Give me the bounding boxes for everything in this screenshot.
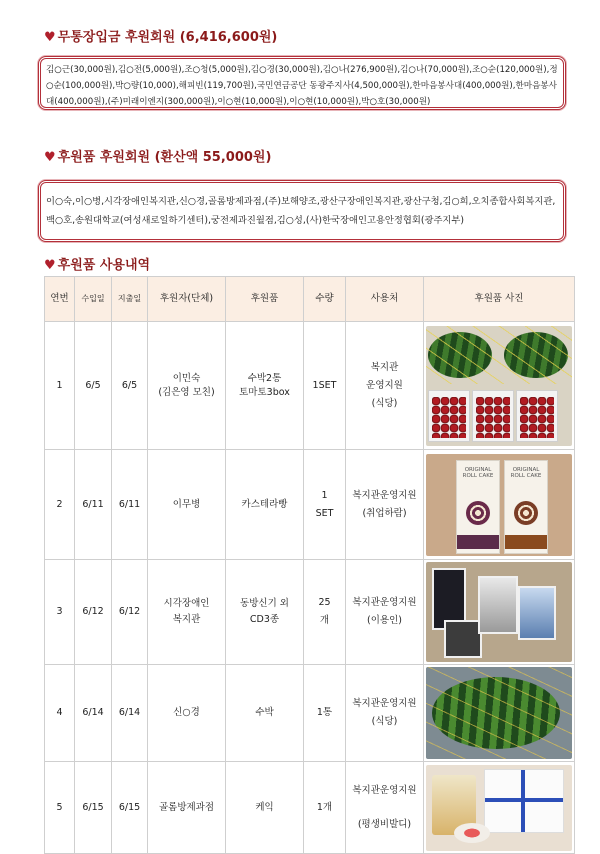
usage-table bbox=[44, 276, 575, 854]
cell-no: 1 bbox=[45, 322, 75, 450]
cell-income-date: 6/5 bbox=[75, 322, 112, 450]
table-row bbox=[45, 762, 575, 854]
cell-expense-date: 6/11 bbox=[112, 450, 148, 560]
cell-photo bbox=[424, 762, 575, 854]
header-qty: 수량 bbox=[304, 277, 346, 322]
section-title-goods-donors: ♥ 후원품 후원회원 (환산액 55,000원) bbox=[44, 150, 272, 165]
cell-income-date: 6/12 bbox=[75, 560, 112, 665]
cell-qty: 25 개 bbox=[304, 560, 346, 665]
header-no: 연번 bbox=[45, 277, 75, 322]
bank-donor-list: 김○근(30,000원),김○전(5,000원),조○청(5,000원),김○경(30,000원),김○나(276,900원),김○나(70,000원),조○순(120,000원),정○순(100,000원),박○량(10,000),해피빈(119,700원),국민연금공단 동광주지사(4,500,000원),한마음봉사대(400,000원),한마음봉사대(400,000원),(주)미래이엔지(300,000원),이○현(10,000원),이○현(10,000원),박○호(30,000원) bbox=[46, 65, 558, 107]
header-usage: 사용처 bbox=[346, 277, 424, 322]
cd-albums-photo bbox=[426, 562, 572, 662]
cell-photo bbox=[424, 560, 575, 665]
table-row bbox=[45, 450, 575, 560]
cell-no: 4 bbox=[45, 665, 75, 762]
cell-qty: 1SET bbox=[304, 322, 346, 450]
cell-no: 5 bbox=[45, 762, 75, 854]
header-income-date: 수입일 bbox=[75, 277, 112, 322]
cell-expense-date: 6/12 bbox=[112, 560, 148, 665]
photo-label: ORIGINAL ROLL CAKE bbox=[510, 466, 542, 479]
cell-usage: 복지관운영지원 (평생비발디) bbox=[346, 762, 424, 854]
table-row bbox=[45, 665, 575, 762]
cake-box-photo bbox=[426, 765, 572, 851]
watermelon-tomato-photo bbox=[426, 326, 572, 446]
cell-no: 3 bbox=[45, 560, 75, 665]
heart-icon: ♥ bbox=[44, 150, 56, 165]
cell-donor: 골롬방제과점 bbox=[148, 762, 226, 854]
cell-qty: 1통 bbox=[304, 665, 346, 762]
table-row bbox=[45, 322, 575, 450]
cell-item: 수박2통 토마토3box bbox=[226, 322, 304, 450]
table-header-row bbox=[45, 277, 575, 322]
header-expense-date: 지출일 bbox=[112, 277, 148, 322]
cell-expense-date: 6/14 bbox=[112, 665, 148, 762]
roll-cake-photo bbox=[426, 454, 572, 556]
cell-no: 2 bbox=[45, 450, 75, 560]
cell-expense-date: 6/5 bbox=[112, 322, 148, 450]
heart-icon: ♥ bbox=[44, 258, 56, 273]
cell-income-date: 6/11 bbox=[75, 450, 112, 560]
cell-item: 수박 bbox=[226, 665, 304, 762]
cell-qty: 1 SET bbox=[304, 450, 346, 560]
table-row bbox=[45, 560, 575, 665]
cell-usage: 복지관운영지원 (취업하람) bbox=[346, 450, 424, 560]
goods-donor-list: 이○숙,이○병,시각장애인복지관,신○경,골롬방제과점,(주)보해양조,광산구장애인복지관,광산구청,김○희,오치종합사회복지관,백○호,송원대학교(여성새로일하기센터),궁전제과진월점,김○성,(사)한국장애인고용안정협회(광주지부) bbox=[46, 196, 556, 226]
cell-photo bbox=[424, 665, 575, 762]
cell-donor: 이무병 bbox=[148, 450, 226, 560]
header-donor: 후원자(단체) bbox=[148, 277, 226, 322]
cell-qty: 1개 bbox=[304, 762, 346, 854]
cell-expense-date: 6/15 bbox=[112, 762, 148, 854]
cell-item: 카스테라빵 bbox=[226, 450, 304, 560]
cell-photo bbox=[424, 322, 575, 450]
cell-donor: 시각장애인 복지관 bbox=[148, 560, 226, 665]
cell-usage: 복지관 운영지원 (식당) bbox=[346, 322, 424, 450]
cell-photo bbox=[424, 450, 575, 560]
cell-item: 동방신기 외 CD3종 bbox=[226, 560, 304, 665]
cell-donor: 이민숙 (김은영 모친) bbox=[148, 322, 226, 450]
bank-donor-list-box bbox=[38, 56, 566, 110]
heart-icon: ♥ bbox=[44, 30, 56, 45]
section-title-bank-donors: ♥ 무통장입금 후원회원 (6,416,600원) bbox=[44, 30, 278, 45]
cell-income-date: 6/14 bbox=[75, 665, 112, 762]
cell-income-date: 6/15 bbox=[75, 762, 112, 854]
cell-usage: 복지관운영지원 (식당) bbox=[346, 665, 424, 762]
watermelon-photo bbox=[426, 667, 572, 759]
goods-donor-list-box bbox=[38, 180, 566, 242]
cell-usage: 복지관운영지원 (이용인) bbox=[346, 560, 424, 665]
cell-item: 케익 bbox=[226, 762, 304, 854]
section-title-goods-usage: ♥ 후원품 사용내역 bbox=[44, 258, 151, 273]
photo-label: ORIGINAL ROLL CAKE bbox=[462, 466, 494, 479]
cell-donor: 신○경 bbox=[148, 665, 226, 762]
header-item: 후원품 bbox=[226, 277, 304, 322]
header-photo: 후원품 사진 bbox=[424, 277, 575, 322]
